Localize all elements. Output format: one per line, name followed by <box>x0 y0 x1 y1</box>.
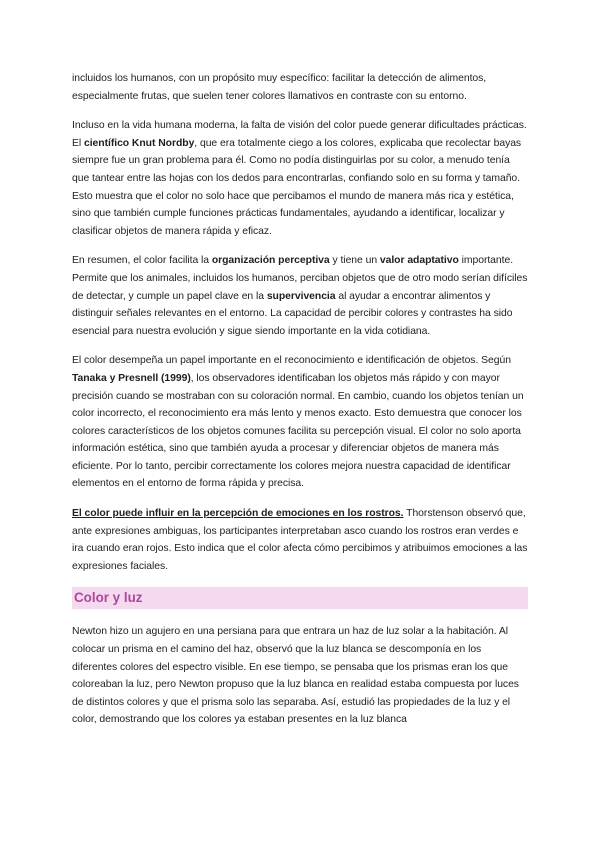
run: importante. Permite que los animales, incluidos los humanos, perciban objetos que de otro modo serían difíciles de detectar, y cumple un papel clave en la <box>72 255 528 302</box>
run: Incluso en la vida humana moderna, la falta de visión del color puede generar dificultades prácticas. El <box>72 120 527 149</box>
paragraph-frutas <box>72 70 528 105</box>
bold-run: valor adaptativo <box>379 255 459 267</box>
bold-run: Tanaka y Presnell (1999) <box>72 372 191 384</box>
run: al ayudar a encontrar alimentos y distinguir señales relevantes en el entorno. La capacidad de percibir colores y contrastes ha sido esencial para nuestra evolución y sigue siendo importante en la vida cotidiana. <box>72 290 513 337</box>
run: , que era totalmente ciego a los colores, explicaba que recolectar bayas siempre fue un gran problema para él. Como no podía distinguirlas por su color, a menudo tenía que tantear entre las hojas con los dedos para encontrarlas, confiando solo en su forma y tamaño. Esto muestra que el color no solo hace que percibamos el mundo de manera más rica y estética, sino que también cumple funciones prácticas fundamentales, ayudando a identificar, localizar y clasificar objetos de manera rápida y eficaz. <box>72 137 522 237</box>
run: El color desempeña un papel importante en el reconocimiento e identificación de objetos. Según <box>72 355 511 367</box>
paragraph-resumen <box>72 252 528 340</box>
paragraph-newton <box>72 623 528 729</box>
bold-underlined-run <box>72 508 404 519</box>
paragraph-emociones <box>72 505 528 575</box>
paragraph-reconocimiento <box>72 352 528 493</box>
run: incluidos los humanos, con un propósito muy específico: facilitar la detección de alimentos, especialmente frutas, que suelen tener colores llamativos en contraste con su entorno. <box>72 73 487 102</box>
run: y tiene un <box>329 255 380 267</box>
bold-run: organización perceptiva <box>211 255 330 267</box>
run: Newton hizo un agujero en una persiana para que entrara un haz de luz solar a la habitación. Al colocar un prisma en el camino del haz, observó que la luz blanca se descomponía en los diferentes colores del espectro visible. En ese tiempo, se pensaba que los prismas eran los que coloreaban la luz, pero Newton propuso que la luz blanca en realidad estaba compuesta por luces de distintos colores y que el prisma solo las separaba. Así, estudió las propiedades de la luz y el color, demostrando que los colores ya estaban presentes en la luz blanca <box>72 626 519 726</box>
run: , los observadores identificaban los objetos más rápido y con mayor precisión cuando se mostraban con su coloración normal. En cambio, cuando los objetos tenían un color incorrecto, el reconocimiento era más lento y menos exacto. Esto demuestra que conocer los colores característicos de los objetos comunes facilita su percepción visual. El color no solo aporta información estética, sino que también ayuda a procesar y diferenciar objetos de manera más eficiente. Por lo tanto, percibir correctamente los colores mejora nuestra capacidad de identificar elementos en el entorno de forma rápida y precisa. <box>72 372 524 490</box>
run: En resumen, el color facilita la <box>72 255 212 267</box>
bold-run: científico Knut Nordby <box>83 137 195 149</box>
paragraph-knut-nordby <box>72 117 528 240</box>
page-content <box>72 70 528 741</box>
run: Thorstenson observó que, ante expresiones ambiguas, los participantes interpretaban asco cuando los rostros eran verdes e ira cuando eran rojos. Esto indica que el color afecta cómo percibimos y atribuimos emociones a las expresiones faciales. <box>72 508 528 572</box>
bold-run: supervivencia <box>266 290 336 302</box>
underlined-text: El color puede influir en la percepción de emociones en los rostros. <box>72 508 404 520</box>
section-heading-color-y-luz: Color y luz <box>72 587 528 609</box>
